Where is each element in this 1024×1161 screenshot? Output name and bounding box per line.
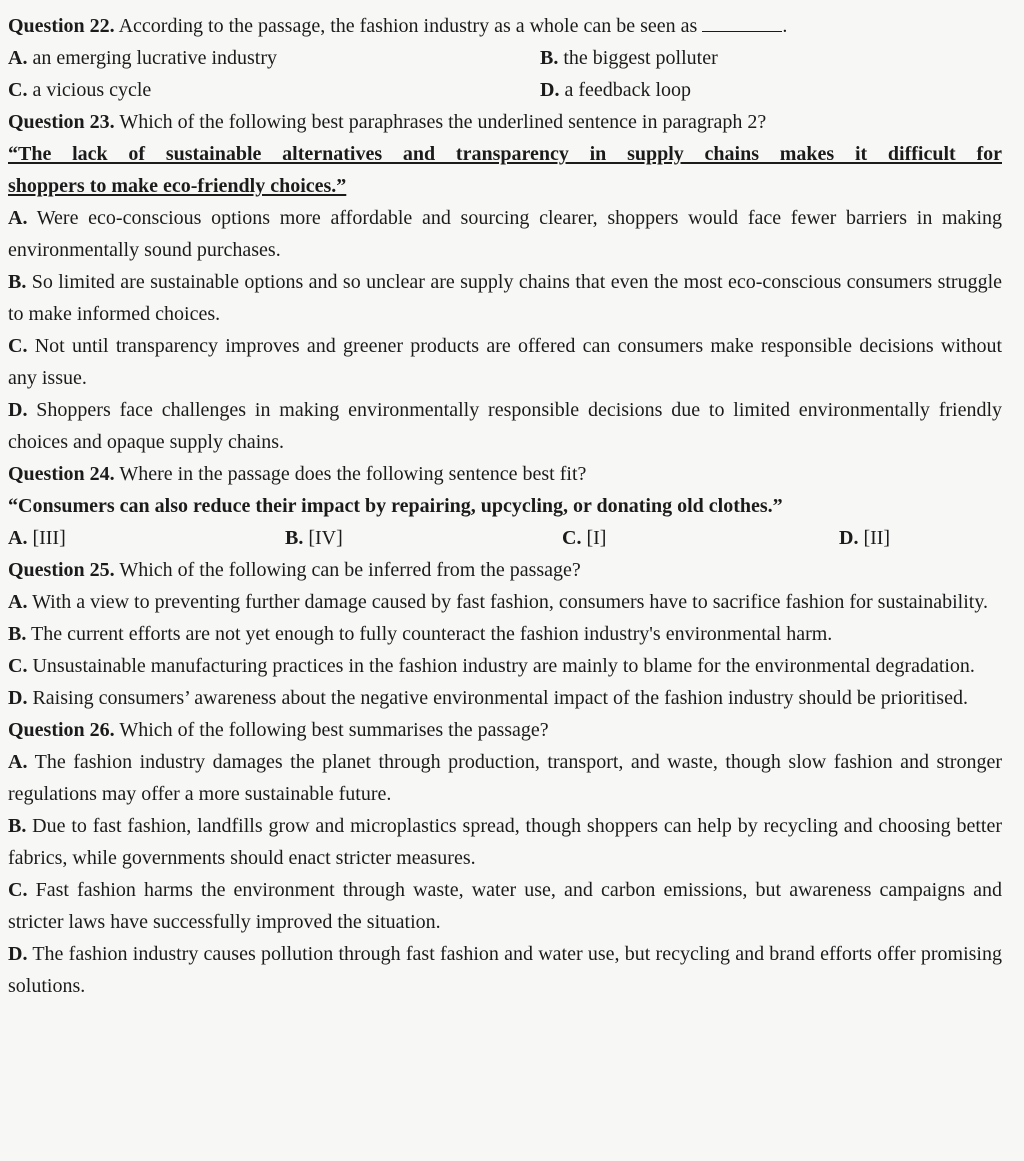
- option-text: With a view to preventing further damage caused by fast fashion, consumers have to sacrifice fashion for sustainability.: [32, 591, 989, 613]
- option-text: [I]: [586, 527, 607, 549]
- question-23-text: Which of the following best paraphrases the underlined sentence in paragraph 2?: [119, 111, 767, 133]
- option-d[interactable]: [8, 394, 1002, 458]
- option-text: a feedback loop: [564, 79, 692, 101]
- option-letter: A.: [8, 751, 28, 773]
- option-text: Were eco-conscious options more affordable and sourcing clearer, shoppers would face fewer barriers in making environmentally sound purchases.: [8, 207, 1002, 261]
- option-letter: D.: [8, 399, 28, 421]
- question-24-text: Where in the passage does the following sentence best fit?: [119, 463, 587, 485]
- option-text: The fashion industry causes pollution through fast fashion and water use, but recycling and brand efforts offer promising solutions.: [8, 943, 1002, 997]
- question-24-options: [8, 522, 1002, 554]
- option-b[interactable]: [540, 42, 718, 74]
- question-26-text: Which of the following best summarises the passage?: [119, 719, 549, 741]
- option-d[interactable]: [8, 682, 1002, 714]
- option-letter: A.: [8, 527, 28, 549]
- option-letter: B.: [8, 271, 27, 293]
- option-c[interactable]: [8, 874, 1002, 938]
- question-25-text: Which of the following can be inferred from the passage?: [119, 559, 581, 581]
- question-22-options-row-1: [8, 42, 1002, 74]
- option-text: So limited are sustainable options and so unclear are supply chains that even the most eco-conscious consumers struggle to make informed choices.: [8, 271, 1002, 325]
- quote-line-1: “The lack of sustainable alternatives and transparency in supply chains makes it difficult for: [8, 143, 1002, 165]
- option-letter: C.: [8, 879, 28, 901]
- option-text: the biggest polluter: [563, 47, 718, 69]
- option-text: [II]: [863, 527, 891, 549]
- option-text: a vicious cycle: [32, 79, 152, 101]
- question-23: [8, 106, 1002, 138]
- option-text: Shoppers face challenges in making environmentally responsible decisions due to limited environmentally friendly choices and opaque supply chains.: [8, 399, 1003, 453]
- option-text: The current efforts are not yet enough to fully counteract the fashion industry's environmental harm.: [30, 623, 833, 645]
- option-letter: D.: [8, 687, 28, 709]
- option-c[interactable]: [8, 74, 540, 106]
- option-letter: C.: [8, 655, 28, 677]
- option-d[interactable]: [540, 74, 691, 106]
- option-letter: B.: [540, 47, 559, 69]
- option-letter: C.: [562, 527, 582, 549]
- option-text: an emerging lucrative industry: [32, 47, 278, 69]
- option-letter: D.: [839, 527, 859, 549]
- question-26-label: Question 26.: [8, 719, 115, 741]
- question-23-label: Question 23.: [8, 111, 115, 133]
- quoted-sentence: “Consumers can also reduce their impact by repairing, upcycling, or donating old clothes.”: [8, 495, 783, 517]
- option-a[interactable]: [8, 522, 285, 554]
- option-letter: A.: [8, 47, 28, 69]
- option-letter: C.: [8, 335, 28, 357]
- question-25-label: Question 25.: [8, 559, 115, 581]
- underlined-sentence: [8, 138, 1002, 202]
- option-b[interactable]: [8, 266, 1002, 330]
- option-letter: A.: [8, 591, 28, 613]
- question-22-options-row-2: [8, 74, 1002, 106]
- option-a[interactable]: [8, 202, 1002, 266]
- option-letter: A.: [8, 207, 28, 229]
- option-text: Fast fashion harms the environment through waste, water use, and carbon emissions, but awareness campaigns and stricter laws have successfully improved the situation.: [8, 879, 1003, 933]
- option-a[interactable]: [8, 42, 540, 74]
- option-letter: D.: [8, 943, 28, 965]
- question-25: [8, 554, 1002, 586]
- option-text: [IV]: [308, 527, 343, 549]
- question-22: [8, 10, 1002, 42]
- option-c[interactable]: [8, 650, 1002, 682]
- option-d[interactable]: [839, 522, 890, 554]
- question-22-text: According to the passage, the fashion industry as a whole can be seen as: [118, 15, 698, 37]
- question-24: [8, 458, 1002, 490]
- question-22-end: .: [782, 15, 788, 37]
- option-c[interactable]: [8, 330, 1002, 394]
- option-letter: B.: [8, 623, 27, 645]
- option-text: The fashion industry damages the planet through production, transport, and waste, though slow fashion and stronger regulations may offer a more sustainable future.: [8, 751, 1003, 805]
- option-b[interactable]: [8, 618, 1002, 650]
- option-text: Raising consumers’ awareness about the negative environmental impact of the fashion industry should be prioritised.: [32, 687, 968, 709]
- quote-line-2: shoppers to make eco-friendly choices.”: [8, 175, 347, 197]
- option-a[interactable]: [8, 746, 1002, 810]
- option-letter: D.: [540, 79, 560, 101]
- option-d[interactable]: [8, 938, 1002, 1002]
- option-text: Unsustainable manufacturing practices in the fashion industry are mainly to blame for the environmental degradation.: [32, 655, 975, 677]
- option-letter: B.: [8, 815, 27, 837]
- option-letter: B.: [285, 527, 304, 549]
- option-a[interactable]: [8, 586, 1002, 618]
- question-22-label: Question 22.: [8, 15, 115, 37]
- question-26: [8, 714, 1002, 746]
- answer-blank: [702, 11, 782, 32]
- question-24-label: Question 24.: [8, 463, 115, 485]
- option-b[interactable]: [285, 522, 562, 554]
- option-text: Not until transparency improves and greener products are offered can consumers make responsible decisions without any issue.: [8, 335, 1003, 389]
- option-text: Due to fast fashion, landfills grow and microplastics spread, though shoppers can help by recycling and choosing better fabrics, while governments should enact stricter measures.: [8, 815, 1003, 869]
- option-text: [III]: [32, 527, 66, 549]
- option-c[interactable]: [562, 522, 839, 554]
- option-letter: C.: [8, 79, 28, 101]
- option-b[interactable]: [8, 810, 1002, 874]
